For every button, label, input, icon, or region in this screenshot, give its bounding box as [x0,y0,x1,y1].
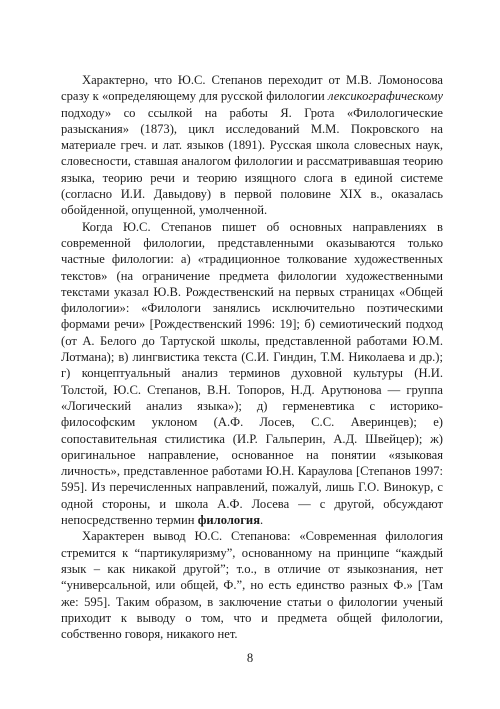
paragraph-1-text-cont: подходу» со ссылкой на работы Я. Грота «Филологические разыскания» (1873), цикл исследований М.М. Покровского на материале греч. и лат. языков (1891). Русская школа словесных наук, словесности, ставшая аналогом филологии и рассматривавшая теорию языка, теорию речи и теорию изящного слога в единой системе (согласно И.И. Давыдову) в первой половине XIX в., оказалась обойденной, опущенной, умолченной. [61,105,443,218]
body-text [61,72,443,642]
emphasis-lexicographic: лексикографическому [327,89,443,104]
term-philology: филология [197,513,261,528]
paragraph-2-end: . [260,513,264,528]
paragraph-1 [61,72,443,219]
paragraph-2-text: Когда Ю.С. Степанов пишет об основных направлениях в современной филологии, представленными оказываются только частные филологии: а) «традиционное толкование художественных текстов» (на ограничение предмета филологии художественными текстами указал Ю.В. Рождественский на первых страницах «Общей филологии»: «Филологи занялись исключительно поэтическими формами речи» [Рождественский 1996: 19]; б) семиотический подход (от А. Белого до Тартуской школы, представленной работами Ю.М. Лотмана); в) лингвистика текста (С.И. Гиндин, Т.М. Николаева и др.); г) концептуальный анализ терминов духовной культуры (Н.И. Толстой, Ю.С. Степанов, В.Н. Топоров, Н.Д. Арутюнова — группа «Логический анализ языка»); д) герменевтика с историко-философским уклоном (А.Ф. Лосев, С.С. Аверинцев); е) сопоставительная стилистика (И.Р. Гальперин, А.Д. Швейцер); ж) оригинальное направление, основанное на понятии «языковая личность», представленное работами Ю.Н. Караулова [Степанов 1997: 595]. Из перечисленных направлений, пожалуй, лишь Г.О. Винокур, с одной стороны, и школа А.Ф. Лосева — с другой, обсуждают непосредственно термин [61,219,443,528]
paragraph-1-text: Характерно, что Ю.С. Степанов переходит от М.В. Ломоносова сразу к «определяющему для русской филологии [61,73,443,104]
paragraph-2 [61,219,443,529]
page-number: 8 [246,651,254,665]
paragraph-3-text: Характерен вывод Ю.С. Степанова: «Современная филология стремится к “партикуляризму”, основанному на принципе “каждый язык – как никакой другой”; т.о., в отличие от языкознания, нет “универсальной, или общей, Ф.”, но есть единство разных Ф.» [Там же: 595]. Таким образом, в заключение статьи о филологии ученый приходит к выводу о том, что и предмета общей филологии, собственно говоря, никакого нет. [61,529,443,642]
paragraph-3 [61,528,443,642]
